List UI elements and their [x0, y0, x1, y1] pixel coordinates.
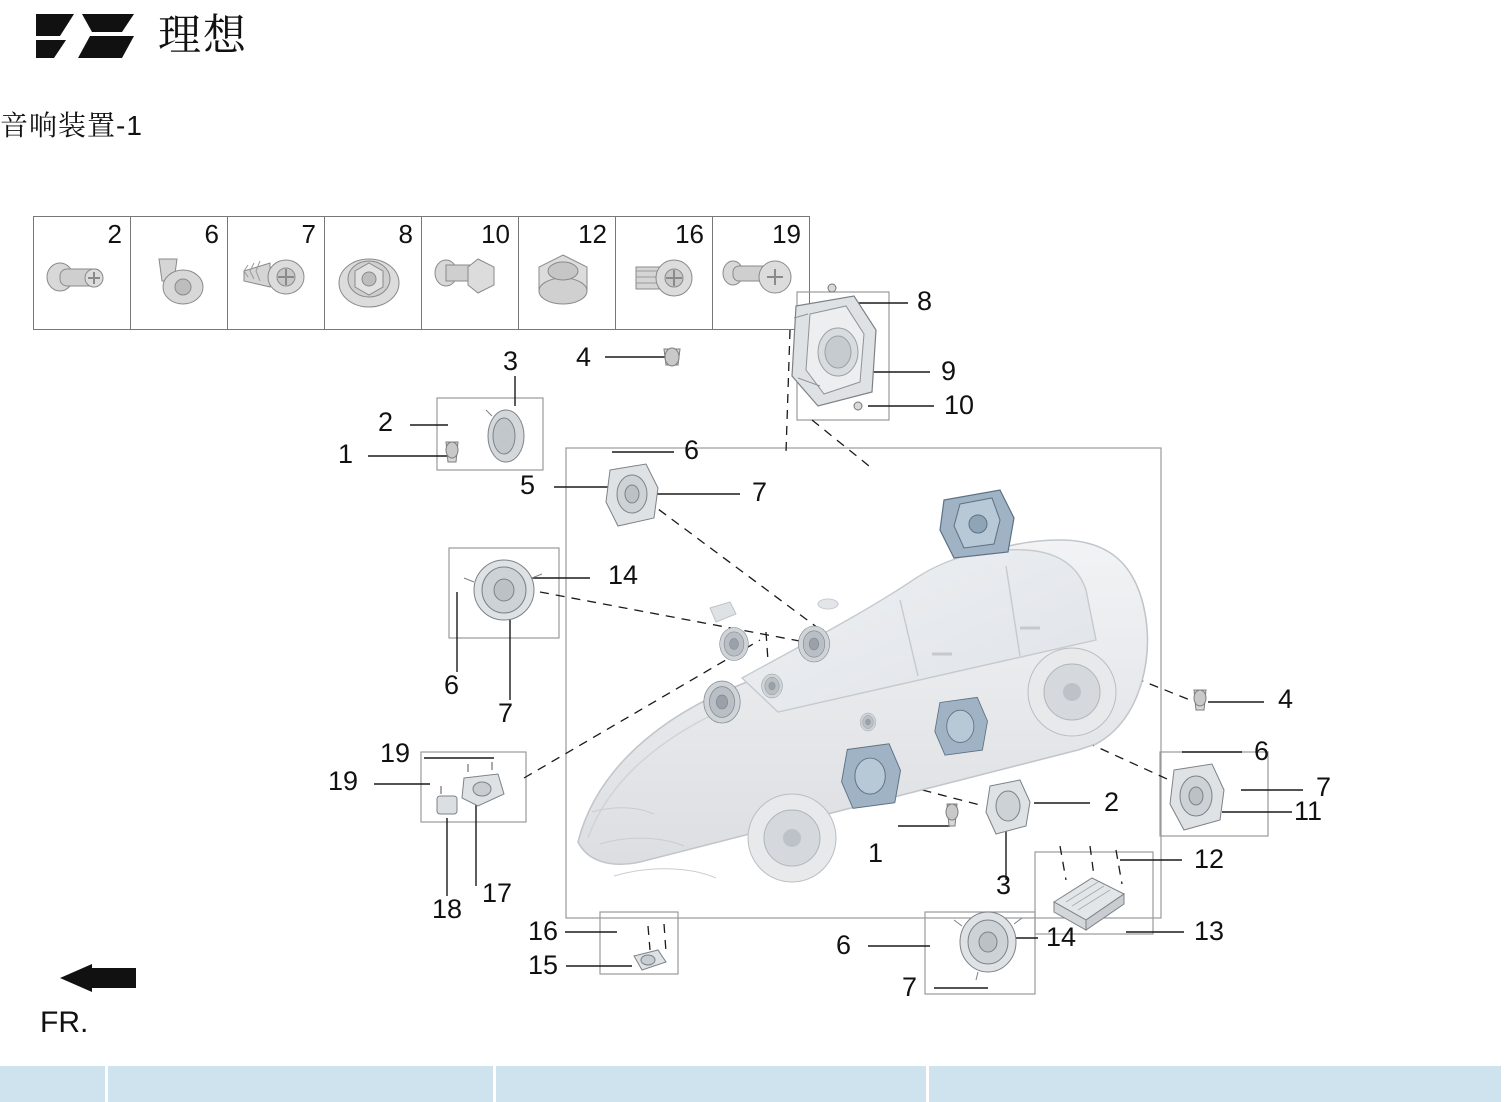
callout-15: 15	[528, 950, 559, 980]
callout-7-upper: 7	[752, 477, 768, 507]
callout-6-bottom: 6	[836, 930, 852, 960]
callout-19-a: 19	[380, 738, 411, 768]
callout-3-right: 3	[996, 870, 1012, 900]
callout-2-right: 2	[1104, 787, 1120, 817]
callout-6-upper: 6	[684, 435, 700, 465]
callout-17: 17	[482, 878, 513, 908]
callout-16-bottom: 16	[528, 916, 559, 946]
legend-number: 19	[772, 219, 801, 249]
callout-14-bottom: 14	[1046, 922, 1077, 952]
brand-name: 理想	[158, 11, 248, 60]
callout-9: 9	[941, 356, 957, 386]
callout-14-left: 14	[608, 560, 639, 590]
callout-11: 11	[1294, 796, 1323, 826]
callout-4-top: 4	[576, 342, 592, 372]
footer-segment-3	[496, 1066, 929, 1102]
legend-number: 10	[481, 219, 510, 249]
footer-bar	[0, 1066, 1504, 1102]
callout-7-left: 7	[498, 698, 514, 728]
legend-number: 6	[204, 219, 219, 249]
callout-8: 8	[917, 286, 933, 316]
footer-segment-4	[929, 1066, 1504, 1102]
footer-segment-2	[108, 1066, 496, 1102]
callout-3-left: 3	[503, 346, 519, 376]
footer-segment-1	[0, 1066, 108, 1102]
legend-number: 12	[578, 219, 607, 249]
fr-label: FR.	[40, 1006, 89, 1039]
callout-19-b: 19	[328, 766, 359, 796]
legend-number: 8	[398, 219, 413, 249]
orientation-indicator	[40, 960, 160, 1040]
callout-2-left: 2	[378, 407, 394, 437]
callout-1-right: 1	[868, 838, 884, 868]
callout-5: 5	[520, 470, 536, 500]
callout-7-right: 7	[1316, 772, 1332, 802]
page-title-text: 音响装置-1	[0, 110, 143, 141]
legend-number: 2	[107, 219, 122, 249]
callout-10: 10	[944, 390, 975, 420]
callout-18: 18	[432, 894, 463, 924]
callout-12: 12	[1194, 844, 1225, 874]
callout-1-left: 1	[338, 439, 354, 469]
front-direction-arrow-icon	[40, 960, 160, 1000]
legend-number: 7	[301, 219, 316, 249]
callout-7-bottom: 7	[902, 972, 918, 1002]
callout-6-right: 6	[1254, 736, 1270, 766]
legend-number: 16	[675, 219, 704, 249]
callout-6-left: 6	[444, 670, 460, 700]
callout-13: 13	[1194, 916, 1225, 946]
callout-4-right: 4	[1278, 684, 1294, 714]
